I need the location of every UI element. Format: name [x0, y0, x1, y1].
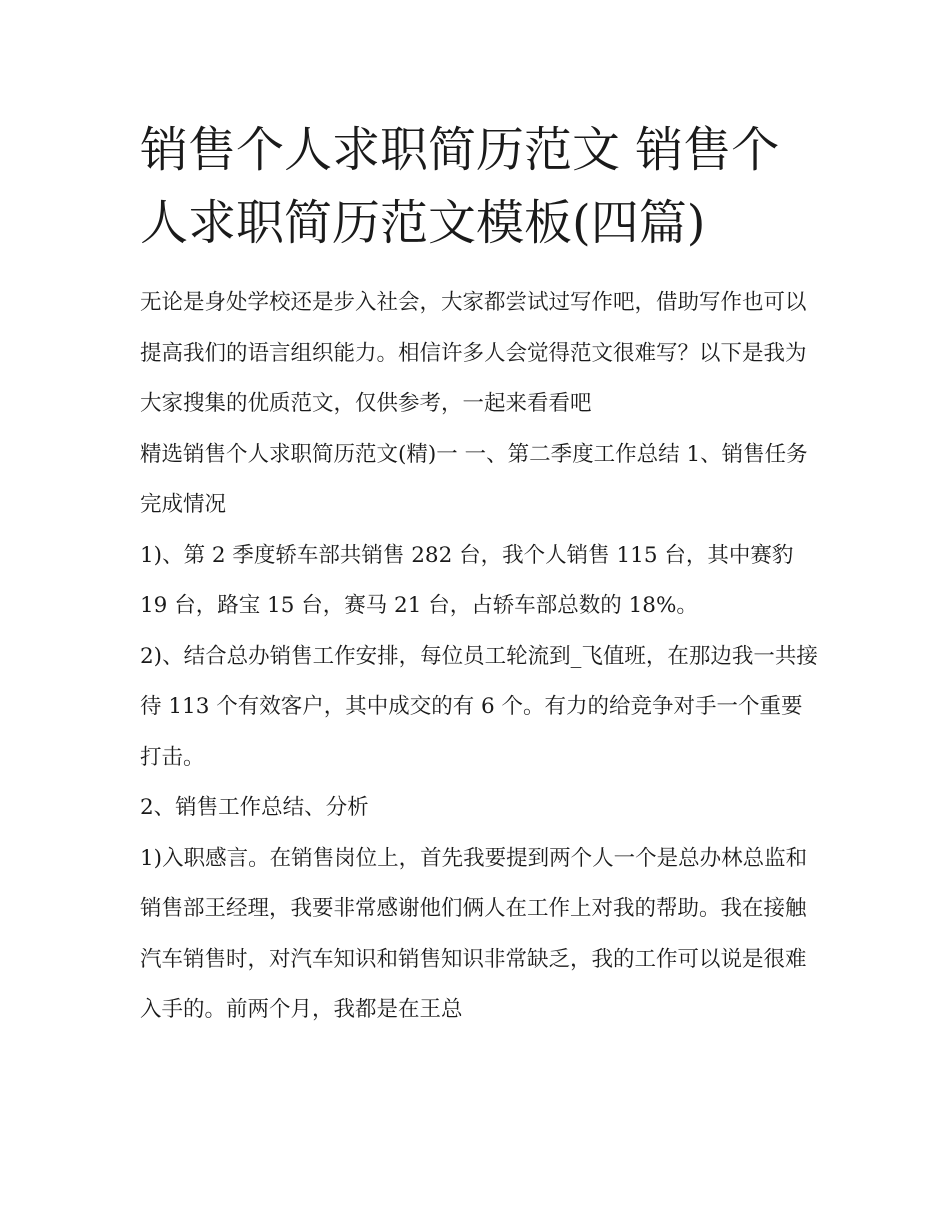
- duty-shift-paragraph: 2)、结合总办销售工作安排，每位员工轮流到_飞值班，在那边我一共接待 113 个有效客户，其中成交的有 6 个。有力的给竞争对手一个重要打击。: [140, 643, 818, 770]
- section-heading-paragraph: 精选销售个人求职简历范文(精)一 一、第二季度工作总结 1、销售任务完成情况: [140, 441, 808, 517]
- intro-paragraph: 无论是身处学校还是步入社会，大家都尝试过写作吧，借助写作也可以提高我们的语言组织能力。相信许多人会觉得范文很难写？以下是我为大家搜集的优质范文，仅供参考，一起来看看吧: [140, 290, 807, 416]
- document-body: [140, 278, 820, 1036]
- analysis-heading-paragraph: 2、销售工作总结、分析: [140, 795, 369, 820]
- onboarding-paragraph: 1)入职感言。在销售岗位上，首先我要提到两个人一个是总办林总监和销售部王经理，我要非常感谢他们俩人在工作上对我的帮助。我在接触汽车销售时，对汽车知识和销售知识非常缺乏，我的工作可以说是很难入手的。前两个月，我都是在王总: [140, 845, 808, 1022]
- document-title: 销售个人求职简历范文 销售个人求职简历范文模板(四篇): [140, 122, 780, 251]
- sales-figures-paragraph: 1)、第 2 季度轿车部共销售 282 台，我个人销售 115 台，其中赛豹 19 台，路宝 15 台，赛马 21 台，占轿车部总数的 18%。: [140, 542, 794, 618]
